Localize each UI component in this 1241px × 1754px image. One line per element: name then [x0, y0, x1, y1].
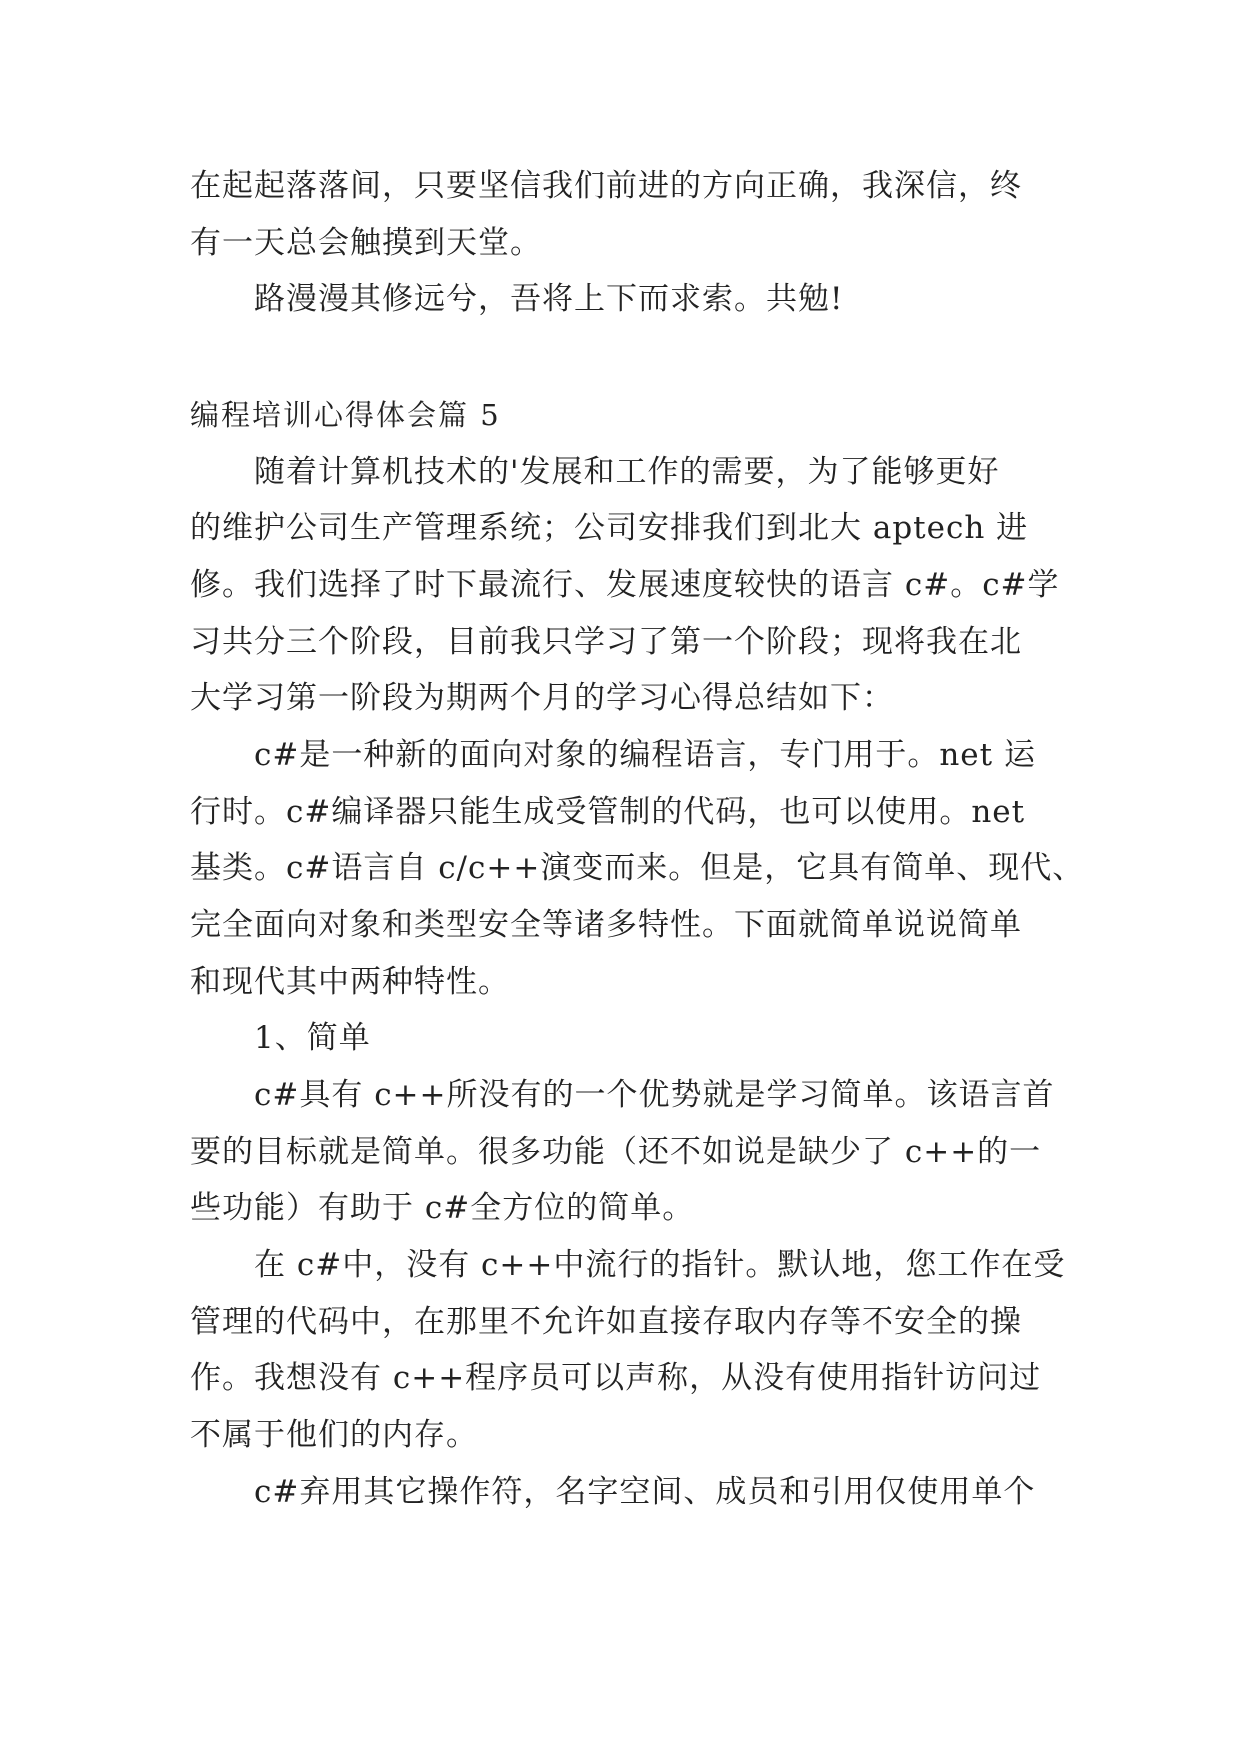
section-heading: 编程培训心得体会篇 5	[190, 398, 501, 432]
paragraph-line: 不属于他们的内存。	[190, 1417, 478, 1453]
paragraph-line: c#弃用其它操作符，名字空间、成员和引用仅使用单个	[254, 1474, 1036, 1510]
paragraph-line: 随着计算机技术的'发展和工作的需要，为了能够更好	[254, 454, 1000, 490]
paragraph-line: 在起起落落间，只要坚信我们前进的方向正确，我深信，终	[190, 168, 1022, 204]
paragraph-line: c#具有 c++所没有的一个优势就是学习简单。该语言首	[254, 1077, 1055, 1113]
paragraph-line: 要的目标就是简单。很多功能（还不如说是缺少了 c++的一	[190, 1134, 1042, 1170]
paragraph-line: 修。我们选择了时下最流行、发展速度较快的语言 c#。c#学	[190, 567, 1060, 603]
paragraph-line: c#是一种新的面向对象的编程语言，专门用于。net 运	[254, 737, 1036, 773]
paragraph-line: 管理的代码中，在那里不允许如直接存取内存等不安全的操	[190, 1304, 1022, 1340]
list-item-heading: 1、简单	[254, 1020, 371, 1056]
paragraph-line: 在 c#中，没有 c++中流行的指针。默认地，您工作在受	[254, 1247, 1066, 1283]
paragraph-line: 些功能）有助于 c#全方位的简单。	[190, 1190, 695, 1226]
paragraph-line: 的维护公司生产管理系统；公司安排我们到北大 aptech 进	[190, 510, 1029, 546]
paragraph-line: 完全面向对象和类型安全等诸多特性。下面就简单说说简单	[190, 907, 1022, 943]
paragraph-line: 大学习第一阶段为期两个月的学习心得总结如下：	[190, 680, 894, 716]
paragraph-line: 作。我想没有 c++程序员可以声称，从没有使用指针访问过	[190, 1360, 1042, 1396]
paragraph-line: 基类。c#语言自 c/c++演变而来。但是，它具有简单、现代、	[190, 850, 1085, 886]
paragraph-line: 和现代其中两种特性。	[190, 964, 510, 1000]
paragraph-line: 有一天总会触摸到天堂。	[190, 225, 542, 261]
paragraph-line: 路漫漫其修远兮，吾将上下而求索。共勉!	[254, 281, 844, 317]
paragraph-line: 行时。c#编译器只能生成受管制的代码，也可以使用。net	[190, 794, 1026, 830]
paragraph-line: 习共分三个阶段，目前我只学习了第一个阶段；现将我在北	[190, 624, 1022, 660]
